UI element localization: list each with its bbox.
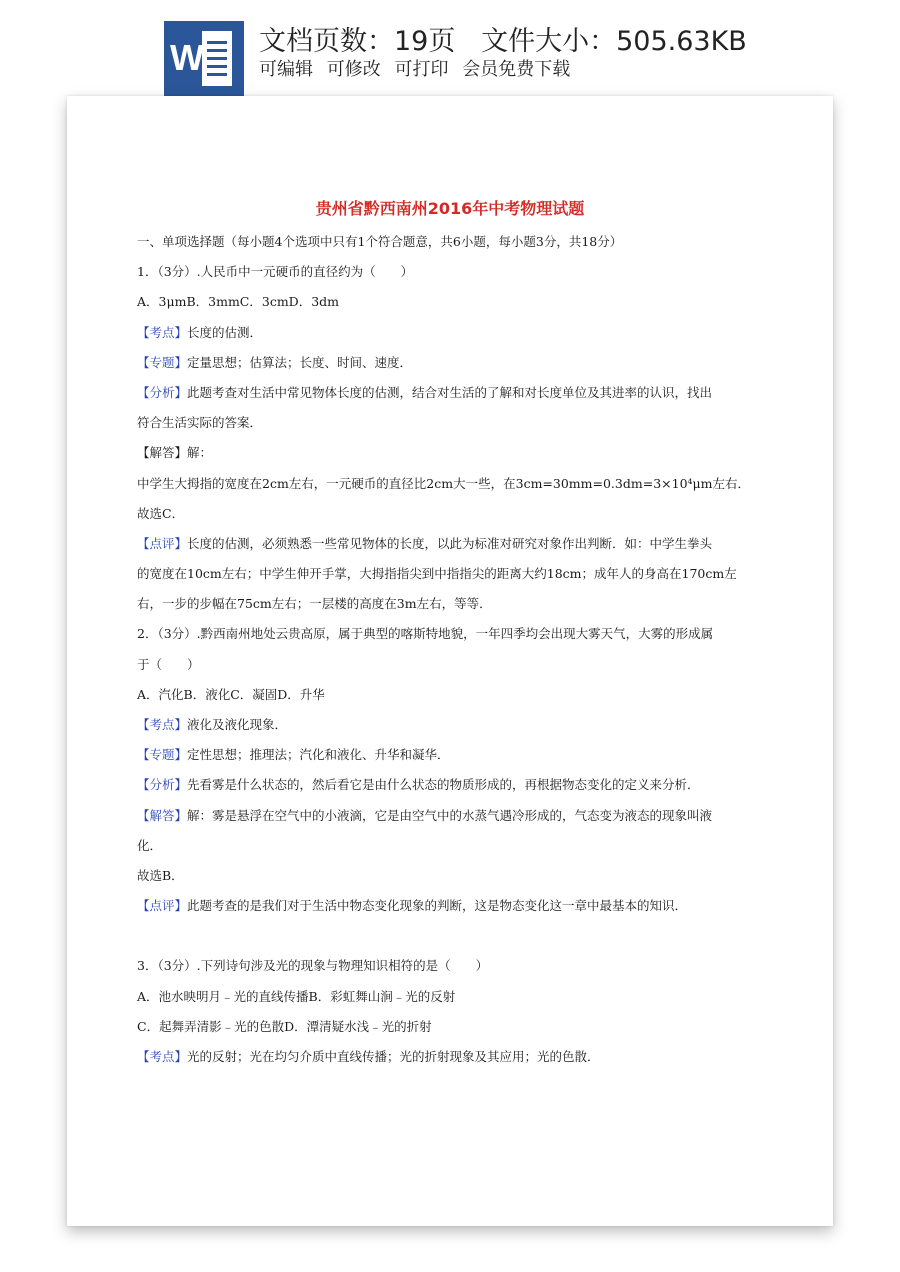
q2-options: A．汽化B．液化C．凝固D．升华 [137, 686, 325, 702]
document-body [137, 191, 777, 1072]
q3-stem: 3．（3分）.下列诗句涉及光的现象与物理知识相符的是（ ） [137, 958, 489, 974]
q2-zhuanti [137, 740, 777, 770]
q2-jieda-text: 解：雾是悬浮在空气中的小液滴，它是由空气中的水蒸气遇冷形成的，气态变为液态的现象叫液 [187, 807, 713, 823]
q1-dianping-cont-2: 右，一步的步幅在75cm左右；一层楼的高度在3m左右，等等． [137, 596, 492, 612]
q3-options-2: C．起舞弄清影﹣光的色散D．潭清疑水浅﹣光的折射 [137, 1018, 432, 1034]
feature-modifiable: 可修改 [326, 59, 381, 80]
tag-fenxi: 【分析】 [137, 384, 188, 400]
document-title: 贵州省黔西南州2016年中考物理试题 [315, 199, 585, 218]
q2-answer: 故选B． [137, 867, 184, 883]
q1-dianping-cont-1: 的宽度在10cm左右；中学生伸开手掌，大拇指指尖到中指指尖的距离大约18cm；成年人的身高在170cm左 [137, 566, 737, 582]
tag-zhuanti: 【专题】 [137, 354, 188, 370]
download-header [0, 0, 900, 96]
word-doc-icon [164, 21, 244, 96]
q1-fenxi-text: 此题考查对生活中常见物体长度的估测，结合对生活的了解和对长度单位及其进率的认识，找出 [187, 384, 713, 400]
q2-zhuanti-text: 定性思想；推理法；汽化和液化、升华和凝华． [187, 747, 450, 763]
q1-fenxi-cont: 符合生活实际的答案． [137, 415, 263, 431]
q2-dianping [137, 891, 777, 921]
feature-editable: 可编辑 [259, 59, 313, 80]
q3-kaodian [137, 1042, 777, 1072]
q1-dianping-text: 长度的估测，必须熟悉一些常见物体的长度，以此为标准对研究对象作出判断．如：中学生拳头 [187, 535, 713, 551]
feature-printable: 可打印 [394, 59, 449, 80]
tag-zhuanti: 【专题】 [137, 747, 188, 763]
tag-jieda: 【解答】 [137, 807, 188, 823]
document-page-top [67, 96, 833, 140]
q1-options: A．3μmB．3mmC．3cmD．3dm [137, 294, 340, 310]
feature-list [259, 55, 578, 81]
q1-fenxi [137, 378, 777, 408]
tag-kaodian: 【考点】 [137, 717, 188, 732]
q1-zhuanti-text: 定量思想；估算法；长度、时间、速度． [187, 354, 413, 370]
q2-stem-cont: 于（ ） [137, 656, 200, 672]
q1-answer: 故选C． [137, 505, 185, 521]
q1-kaodian-text: 长度的估测． [187, 324, 263, 340]
q1-jieda: 【解答】解： [137, 445, 213, 461]
q2-kaodian-text: 液化及液化现象． [187, 717, 288, 732]
q1-kaodian [137, 318, 777, 348]
tag-kaodian: 【考点】 [137, 324, 188, 340]
section-heading: 一、单项选择题（每小题4个选项中只有1个符合题意，共6小题，每小题3分，共18分） [137, 234, 623, 249]
tag-fenxi: 【分析】 [137, 777, 188, 793]
q3-options-1: A．池水映明月﹣光的直线传播B．彩虹舞山涧﹣光的反射 [137, 988, 456, 1004]
q1-jieda-text: 中学生大拇指的宽度在2cm左右，一元硬币的直径比2cm大一些，在3cm=30mm=0.3dm=3×10⁴μm左右． [137, 475, 751, 491]
tag-dianping: 【点评】 [137, 898, 188, 914]
feature-member-download: 会员免费下载 [462, 59, 571, 80]
word-letter: W [170, 37, 204, 78]
q2-fenxi-text: 先看雾是什么状态的，然后看它是由什么状态的物质形成的，再根据物态变化的定义来分析． [187, 777, 700, 793]
q2-jieda-cont: 化． [137, 837, 163, 853]
q3-kaodian-text: 光的反射；光在均匀介质中直线传播；光的折射现象及其应用；光的色散． [187, 1048, 600, 1064]
tag-kaodian: 【考点】 [137, 1048, 188, 1064]
question-gap [137, 921, 777, 951]
q2-kaodian [137, 710, 777, 740]
q1-zhuanti [137, 348, 777, 378]
q2-fenxi [137, 770, 777, 800]
q1-dianping [137, 529, 777, 559]
q2-stem: 2．（3分）.黔西南州地处云贵高原，属于典型的喀斯特地貌，一年四季均会出现大雾天气，大雾的形成属 [137, 626, 714, 642]
q1-stem: 1．（3分）.人民币中一元硬币的直径约为（ ） [137, 264, 414, 280]
q2-dianping-text: 此题考查的是我们对于生活中物态变化现象的判断，这是物态变化这一章中最基本的知识． [187, 898, 688, 914]
q2-jieda [137, 801, 777, 831]
file-info-title: 文档页数：19页 文件大小：505.63KB [259, 26, 747, 57]
tag-dianping: 【点评】 [137, 535, 188, 551]
